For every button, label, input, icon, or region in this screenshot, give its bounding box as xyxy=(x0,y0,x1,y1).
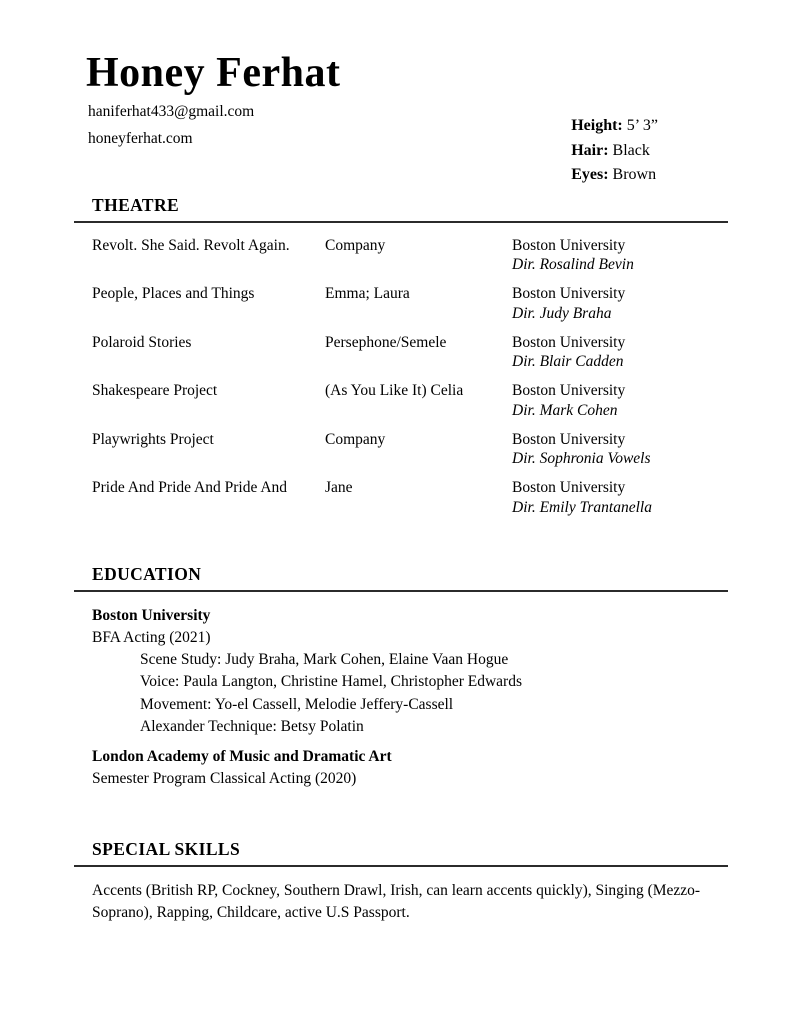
education-entry xyxy=(92,605,728,738)
production-title: Playwrights Project xyxy=(92,430,214,448)
school-name: Boston University xyxy=(92,607,211,624)
special-skills-section-title: SPECIAL SKILLS xyxy=(92,839,241,860)
training-detail: Voice: Paula Langton, Christine Hamel, Christopher Edwards xyxy=(140,673,522,691)
production-role: Persephone/Semele xyxy=(325,333,447,351)
production-role: (As You Like It) Celia xyxy=(325,382,464,399)
table-row xyxy=(92,284,728,323)
program-name: Semester Program Classical Acting (2020) xyxy=(92,770,357,788)
stat-eyes xyxy=(571,163,658,188)
stat-height-label: Height: xyxy=(571,117,623,134)
production-venue: Boston University xyxy=(512,479,626,496)
production-venue-block xyxy=(512,333,728,372)
production-venue: Boston University xyxy=(512,430,626,448)
production-director: Dir. Rosalind Bevin xyxy=(512,256,634,273)
theatre-section-title: THEATRE xyxy=(92,194,180,215)
production-venue-block xyxy=(512,236,728,275)
education-body xyxy=(74,605,728,790)
production-venue: Boston University xyxy=(512,236,626,254)
theatre-credits-table xyxy=(74,236,728,518)
stat-hair-value: Black xyxy=(612,141,650,159)
special-skills-text: Accents (British RP, Cockney, Southern Drawl, Irish, can learn accents quickly), Singing (Mezzo-Soprano), Rapping, Childcare, active U.S Passport. xyxy=(92,882,701,922)
production-venue: Boston University xyxy=(512,333,626,351)
training-detail: Scene Study: Judy Braha, Mark Cohen, Elaine Vaan Hogue xyxy=(140,651,509,668)
program-name: BFA Acting (2021) xyxy=(92,629,211,646)
stat-height-value: 5’ 3” xyxy=(626,117,658,134)
production-director: Dir. Blair Cadden xyxy=(512,353,624,370)
stat-height xyxy=(571,114,658,139)
production-venue: Boston University xyxy=(512,382,626,399)
theatre-section xyxy=(74,195,728,518)
identity-block xyxy=(86,50,340,157)
production-role: Company xyxy=(325,430,386,448)
production-role: Jane xyxy=(325,479,353,496)
school-name: London Academy of Music and Dramatic Art xyxy=(92,748,392,766)
table-row xyxy=(92,478,728,517)
special-skills-section-rule xyxy=(74,865,728,867)
production-title: Polaroid Stories xyxy=(92,333,192,351)
production-title: Shakespeare Project xyxy=(92,382,218,399)
table-row xyxy=(92,236,728,275)
production-venue-block xyxy=(512,430,728,469)
special-skills-section xyxy=(74,839,728,925)
production-venue-block xyxy=(512,381,728,420)
production-director: Dir. Emily Trantanella xyxy=(512,498,652,516)
table-row xyxy=(92,381,728,420)
education-entry xyxy=(92,746,728,790)
production-director: Dir. Judy Braha xyxy=(512,304,612,322)
production-role: Company xyxy=(325,236,386,254)
education-section-rule xyxy=(74,590,728,592)
person-name: Honey Ferhat xyxy=(86,50,341,96)
stat-hair-label: Hair: xyxy=(571,141,609,159)
stat-eyes-label: Eyes: xyxy=(571,166,609,183)
education-section xyxy=(74,564,728,790)
production-title: Pride And Pride And Pride And xyxy=(92,479,288,496)
production-director: Dir. Mark Cohen xyxy=(512,401,618,419)
production-venue-block xyxy=(512,284,728,323)
theatre-section-rule xyxy=(74,221,728,223)
resume-header xyxy=(0,0,792,188)
production-title: People, Places and Things xyxy=(92,285,255,302)
table-row xyxy=(92,333,728,372)
education-section-title: EDUCATION xyxy=(92,564,202,584)
table-row xyxy=(92,430,728,469)
physical-stats xyxy=(571,114,658,188)
website-text: honeyferhat.com xyxy=(88,129,193,147)
production-director: Dir. Sophronia Vowels xyxy=(512,450,651,467)
training-detail: Alexander Technique: Betsy Polatin xyxy=(140,717,364,735)
stat-hair xyxy=(571,139,658,164)
training-detail: Movement: Yo-el Cassell, Melodie Jeffery-Cassell xyxy=(140,695,454,713)
production-role: Emma; Laura xyxy=(325,285,410,302)
stat-eyes-value: Brown xyxy=(612,166,657,183)
production-venue-block xyxy=(512,478,728,517)
production-title: Revolt. She Said. Revolt Again. xyxy=(92,236,290,254)
email-text: haniferhat433@gmail.com xyxy=(88,103,255,121)
production-venue: Boston University xyxy=(512,285,626,302)
